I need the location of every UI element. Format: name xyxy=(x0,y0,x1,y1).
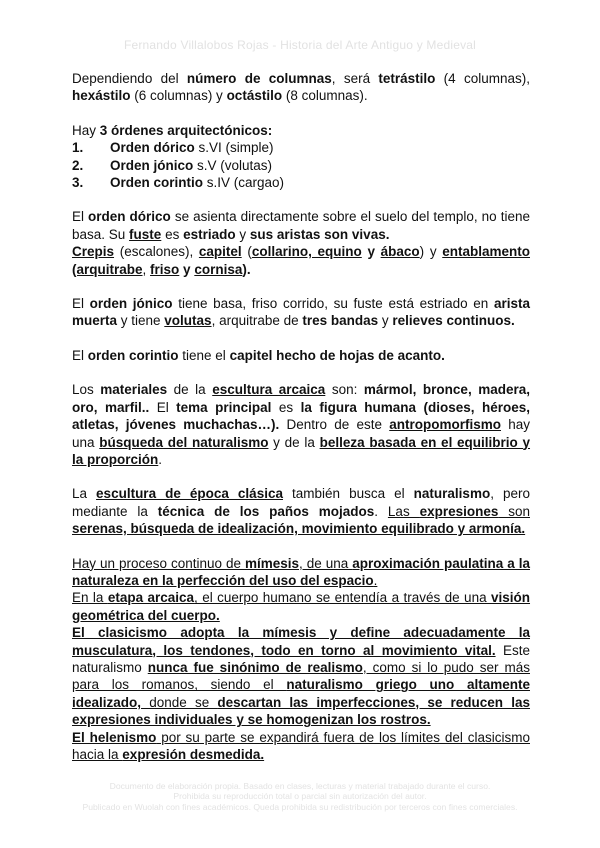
text-run: 3 órdenes arquitectónicos: xyxy=(99,122,273,138)
text-run: visión geométrica del cuerpo. xyxy=(72,590,531,623)
paragraph-ionic xyxy=(72,295,530,330)
text-run: y xyxy=(378,313,393,329)
text-run: tetrástilo xyxy=(378,71,436,86)
text-run: y xyxy=(179,261,195,277)
text-run: es xyxy=(271,399,301,415)
text-run: expresión desmedida. xyxy=(122,747,265,762)
list-item: 3. Orden corintio s.IV (cargao) xyxy=(72,175,285,191)
text-run: naturalismo xyxy=(413,486,491,502)
text-run: , será xyxy=(331,71,379,86)
paragraph-archaic-stage xyxy=(72,589,530,624)
text-run: tema principal xyxy=(176,399,272,415)
text-run: , xyxy=(142,261,151,277)
text-run: escultura arcaica xyxy=(212,382,326,398)
text-run: hexástilo xyxy=(72,88,131,104)
text-run: tiene basa, friso corrido, su fuste está estriado en xyxy=(172,296,494,312)
text-run: , pero mediante la xyxy=(72,486,531,519)
text-run: fuste xyxy=(129,226,162,242)
text-run: . xyxy=(374,503,388,519)
text-run: por su parte se expandirá fuera de los límites del clasicismo hacia la xyxy=(72,729,530,762)
footer-line: Prohibida su reproducción total o parcial sin autorización del autor. xyxy=(173,791,427,802)
text-run: (6 columnas) y xyxy=(130,88,227,104)
paragraph-doric xyxy=(72,208,530,243)
text-run: Los xyxy=(72,382,101,398)
text-run: número de columnas xyxy=(186,71,332,86)
text-run: Las xyxy=(387,503,420,519)
paragraph-columns xyxy=(72,70,530,105)
text-run: hay una xyxy=(72,417,530,450)
text-run: ábaco xyxy=(380,244,420,260)
paragraph-classical-sculpture xyxy=(72,485,530,537)
text-run: expresiones xyxy=(419,503,499,519)
footer-line: Publicado en Wuolah con fines académicos. Queda prohibida su redistribución por terceros con fines comerciales. xyxy=(82,801,518,812)
text-run: de la xyxy=(167,382,213,398)
text-run: Dentro de este xyxy=(279,417,390,433)
text-run: ) y xyxy=(419,244,443,260)
text-run: capitel xyxy=(198,244,242,260)
text-run: volutas xyxy=(164,313,212,329)
text-run: Crepis xyxy=(72,244,115,260)
text-run: cornisa xyxy=(194,261,243,277)
text-run: mímesis xyxy=(244,555,300,571)
page-footer xyxy=(60,781,540,812)
text-run: friso xyxy=(150,261,180,277)
text-run: . xyxy=(158,451,163,467)
text-run: aproximación paulatina a la naturaleza en la perfección del uso del espacio xyxy=(72,555,530,588)
text-run: entablamento (arquitrabe xyxy=(72,244,530,277)
text-run: Hay xyxy=(72,122,100,138)
paragraph-classicism xyxy=(72,624,530,728)
text-run: . xyxy=(373,572,378,588)
text-run: se asienta directamente sobre el suelo del templo, no tiene basa. Su xyxy=(72,209,530,242)
text-run: son xyxy=(498,503,530,519)
text-run: El clasicismo adopta la mímesis y define adecuadamente la musculatura, los tendones, todo en torno al movimiento vital. xyxy=(72,625,530,658)
text-run: Este naturalismo xyxy=(72,642,530,675)
text-run: , arquitrabe de xyxy=(211,313,303,329)
text-run: es xyxy=(161,226,184,242)
text-run: El xyxy=(72,347,88,363)
text-run: El helenismo xyxy=(72,729,157,745)
text-run: En la xyxy=(72,590,108,606)
paragraph-corinthian xyxy=(72,347,530,364)
text-run: serenas, búsqueda de idealización, movimiento equilibrado y armonía. xyxy=(72,521,526,537)
text-run: escultura de época clásica xyxy=(96,486,283,502)
text-run: antropomorfismo xyxy=(389,417,501,433)
text-run: orden corintio xyxy=(87,347,179,363)
text-run: y xyxy=(235,226,250,242)
text-run: naturalismo griego uno altamente idealizado, xyxy=(72,677,530,710)
text-run: técnica de los paños mojados xyxy=(157,503,375,519)
text-run: octástilo xyxy=(226,88,283,104)
text-run: , de una xyxy=(299,555,353,571)
text-run: ). xyxy=(242,261,251,277)
text-run: (8 columnas). xyxy=(282,88,368,104)
text-run: orden dórico xyxy=(88,209,171,225)
paragraph-orders-intro xyxy=(72,122,530,139)
text-run: belleza basada en el equilibrio y la proporción xyxy=(72,434,531,467)
text-run: mármol, bronce, madera, oro, marfil.. xyxy=(72,382,530,415)
text-run: , como si lo pudo ser más para los romanos, siendo el xyxy=(72,659,530,693)
text-run: sus aristas son vivas. xyxy=(249,226,390,242)
paragraph-archaic-sculpture xyxy=(72,381,530,468)
text-run: arista muerta xyxy=(72,296,530,329)
text-run: ( xyxy=(241,244,252,260)
text-run: y de la xyxy=(268,434,320,450)
text-run: son: xyxy=(325,382,364,398)
text-run: estriado xyxy=(183,226,236,242)
paragraph-hellenism xyxy=(72,729,530,764)
text-run: El xyxy=(72,296,90,312)
text-run: El xyxy=(72,209,89,225)
text-run: , el cuerpo humano se entendía a través de una xyxy=(194,590,491,606)
text-run: tiene el xyxy=(178,347,230,363)
text-run: tres bandas xyxy=(302,313,379,329)
text-run: y tiene xyxy=(117,313,165,329)
text-run: La xyxy=(72,486,97,502)
list-item: 1. Orden dórico s.VI (simple) xyxy=(72,140,274,156)
text-run: (4 columnas), xyxy=(435,71,530,86)
text-run: (escalones), xyxy=(114,244,199,260)
text-run: Dependiendo del xyxy=(72,71,187,86)
text-run: donde se xyxy=(141,694,218,710)
text-run: y xyxy=(361,244,381,260)
text-run: nunca fue sinónimo de realismo xyxy=(147,659,363,675)
page-header: Fernando Villalobos Rojas - Historia del Arte Antiguo y Medieval xyxy=(123,38,477,52)
paragraph-mimesis xyxy=(72,555,530,590)
text-run: la figura humana (dioses, héroes, atletas, jóvenes muchachas…). xyxy=(72,399,531,433)
text-run: collarino, equino xyxy=(251,244,362,260)
text-run: también busca el xyxy=(282,486,414,502)
text-run: búsqueda del naturalismo xyxy=(99,434,269,450)
text-run: materiales xyxy=(100,382,168,398)
text-run: relieves continuos. xyxy=(392,313,515,329)
text-run: orden jónico xyxy=(89,296,173,312)
orders-list xyxy=(72,139,530,191)
text-run: Hay un proceso continuo de xyxy=(72,555,245,571)
text-run: descartan las imperfecciones, se reducen las expresiones individuales y se homogenizan los rostros. xyxy=(72,694,530,728)
document-body xyxy=(72,70,530,763)
text-run: El xyxy=(149,399,177,415)
paragraph-doric-parts xyxy=(72,243,530,278)
list-item: 2. Orden jónico s.V (volutas) xyxy=(72,157,273,173)
text-run: capitel hecho de hojas de acanto. xyxy=(229,347,445,363)
footer-line: Documento de elaboración propia. Basado en clases, lecturas y material trabajado durante el curso. xyxy=(109,781,491,791)
text-run: etapa arcaica xyxy=(107,590,195,606)
